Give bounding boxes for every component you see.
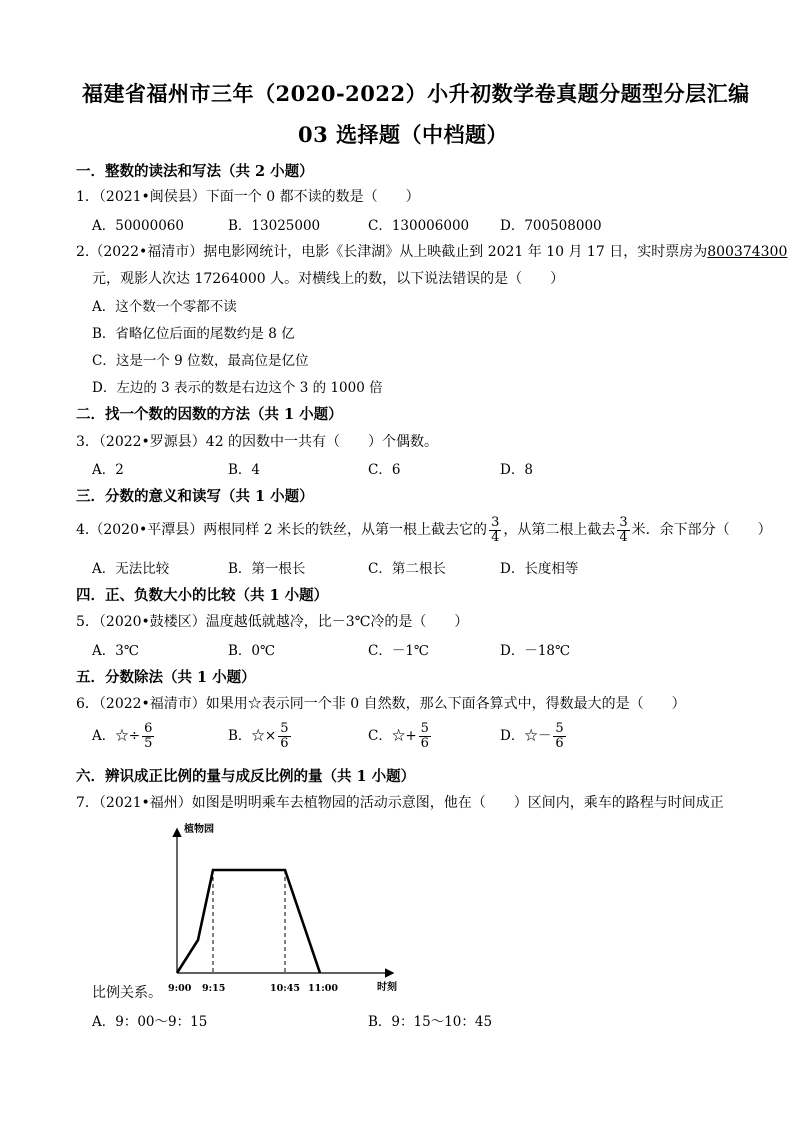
- option-d: D．8: [500, 462, 533, 478]
- page-subtitle: 03 选择题（中档题）: [298, 122, 509, 147]
- option-a: A．2: [92, 462, 124, 478]
- page-title: 福建省福州市三年（2020-2022）小升初数学卷真题分题型分层汇编: [82, 81, 750, 106]
- y-axis-label: 植物园: [184, 824, 214, 835]
- question-4-stem-b: ，从第二根上截去: [503, 522, 616, 538]
- option-c: C．－1℃: [368, 643, 430, 659]
- option-b: B．9：15～10：45: [368, 1014, 493, 1030]
- option-d: D．700508000: [500, 218, 602, 234]
- option-a: A．☆÷ $\frac{6}{5}$: [92, 721, 153, 751]
- question-6-stem: 6．（2022•福清市）如果用☆表示同一个非 0 自然数，那么下面各算式中，得数最大的是（ ）: [76, 696, 686, 712]
- underlined-number: 800374300: [707, 244, 788, 260]
- fraction: $\frac{6}{5}$: [144, 721, 153, 751]
- tick-label: 11:00: [308, 983, 338, 994]
- section-heading: 五．分数除法（共 1 小题）: [76, 669, 256, 686]
- tick-label: 9:15: [202, 983, 226, 994]
- question-7-stem: 7．（2021•福州）如图是明明乘车去植物园的活动示意图，他在（ ）区间内，乘车的路程与时间成正: [76, 795, 724, 811]
- option-d: D．长度相等: [500, 561, 579, 577]
- question-2-stem: [76, 241, 787, 261]
- option-d: D．左边的 3 表示的数是右边这个 3 的 1000 倍: [92, 380, 383, 396]
- tick-label: 9:00: [168, 983, 192, 994]
- fraction: $\frac{3}{4}$: [491, 514, 500, 545]
- fraction: $\frac{5}{6}$: [280, 721, 289, 751]
- question-4-stem-a: 4.（2020•平潭县）两根同样 2 米长的铁丝，从第一根上截去它的: [76, 522, 488, 538]
- question-3-stem: 3．（2022•罗源县）42 的因数中一共有（ ）个偶数。: [76, 434, 439, 450]
- option-b: B．4: [228, 462, 261, 478]
- section-heading: 六．辨识成正比例的量与成反比例的量（共 1 小题）: [76, 768, 416, 785]
- trip-line: [177, 870, 320, 973]
- option-c: C．☆+ $\frac{5}{6}$: [368, 721, 429, 751]
- section-heading: 一．整数的读法和写法（共 2 小题）: [76, 163, 314, 180]
- question-7-stem-end: 比例关系。: [92, 985, 162, 1001]
- section-heading: 四．正、负数大小的比较（共 1 小题）: [76, 587, 329, 604]
- option-d: D．☆－ $\frac{5}{6}$: [500, 721, 564, 751]
- option-a: A．50000060: [92, 218, 184, 234]
- option-b: B．省略亿位后面的尾数约是 8 亿: [92, 326, 295, 342]
- trip-graph: [160, 818, 410, 1000]
- question-4-stem-c: 米．余下部分（ ）: [631, 522, 772, 538]
- option-c: C．6: [368, 462, 401, 478]
- option-c: C．130006000: [368, 218, 470, 234]
- option-a: A．3℃: [92, 643, 139, 659]
- fraction: $\frac{5}{6}$: [555, 721, 564, 751]
- fraction: $\frac{5}{6}$: [420, 721, 429, 751]
- option-a: A．无法比较: [92, 561, 170, 577]
- option-b: B．☆× $\frac{5}{6}$: [228, 721, 289, 751]
- option-b: B．0℃: [228, 643, 276, 659]
- section-heading: 二．找一个数的因数的方法（共 1 小题）: [76, 406, 343, 423]
- x-axis-label: 时刻: [377, 982, 397, 993]
- question-2-stem-a: 2.（2022•福清市）据电影网统计，电影《长津湖》从上映截止到 2021 年 10 月 17 日，实时票房为: [76, 244, 708, 260]
- tick-label: 10:45: [270, 983, 300, 994]
- option-b: B．13025000: [228, 218, 321, 234]
- question-5-stem: 5．（2020•鼓楼区）温度越低就越冷，比－3℃冷的是（ ）: [76, 614, 469, 630]
- option-d: D．－18℃: [500, 643, 571, 659]
- option-a: A．这个数一个零都不读: [92, 299, 237, 315]
- option-a: A．9：00～9：15: [92, 1014, 208, 1030]
- option-b: B．第一根长: [228, 561, 306, 577]
- question-2-stem-b: 元，观影人次达 17264000 人。对横线上的数，以下说法错误的是（ ）: [92, 271, 565, 287]
- question-4-stem: [76, 513, 772, 547]
- section-heading: 三．分数的意义和读写（共 1 小题）: [76, 488, 314, 505]
- question-1-stem: 1．（2021•闽侯县）下面一个 0 都不读的数是（ ）: [76, 189, 420, 205]
- fraction: $\frac{3}{4}$: [619, 514, 628, 545]
- option-c: C．这是一个 9 位数，最高位是亿位: [92, 353, 309, 369]
- option-c: C．第二根长: [368, 561, 446, 577]
